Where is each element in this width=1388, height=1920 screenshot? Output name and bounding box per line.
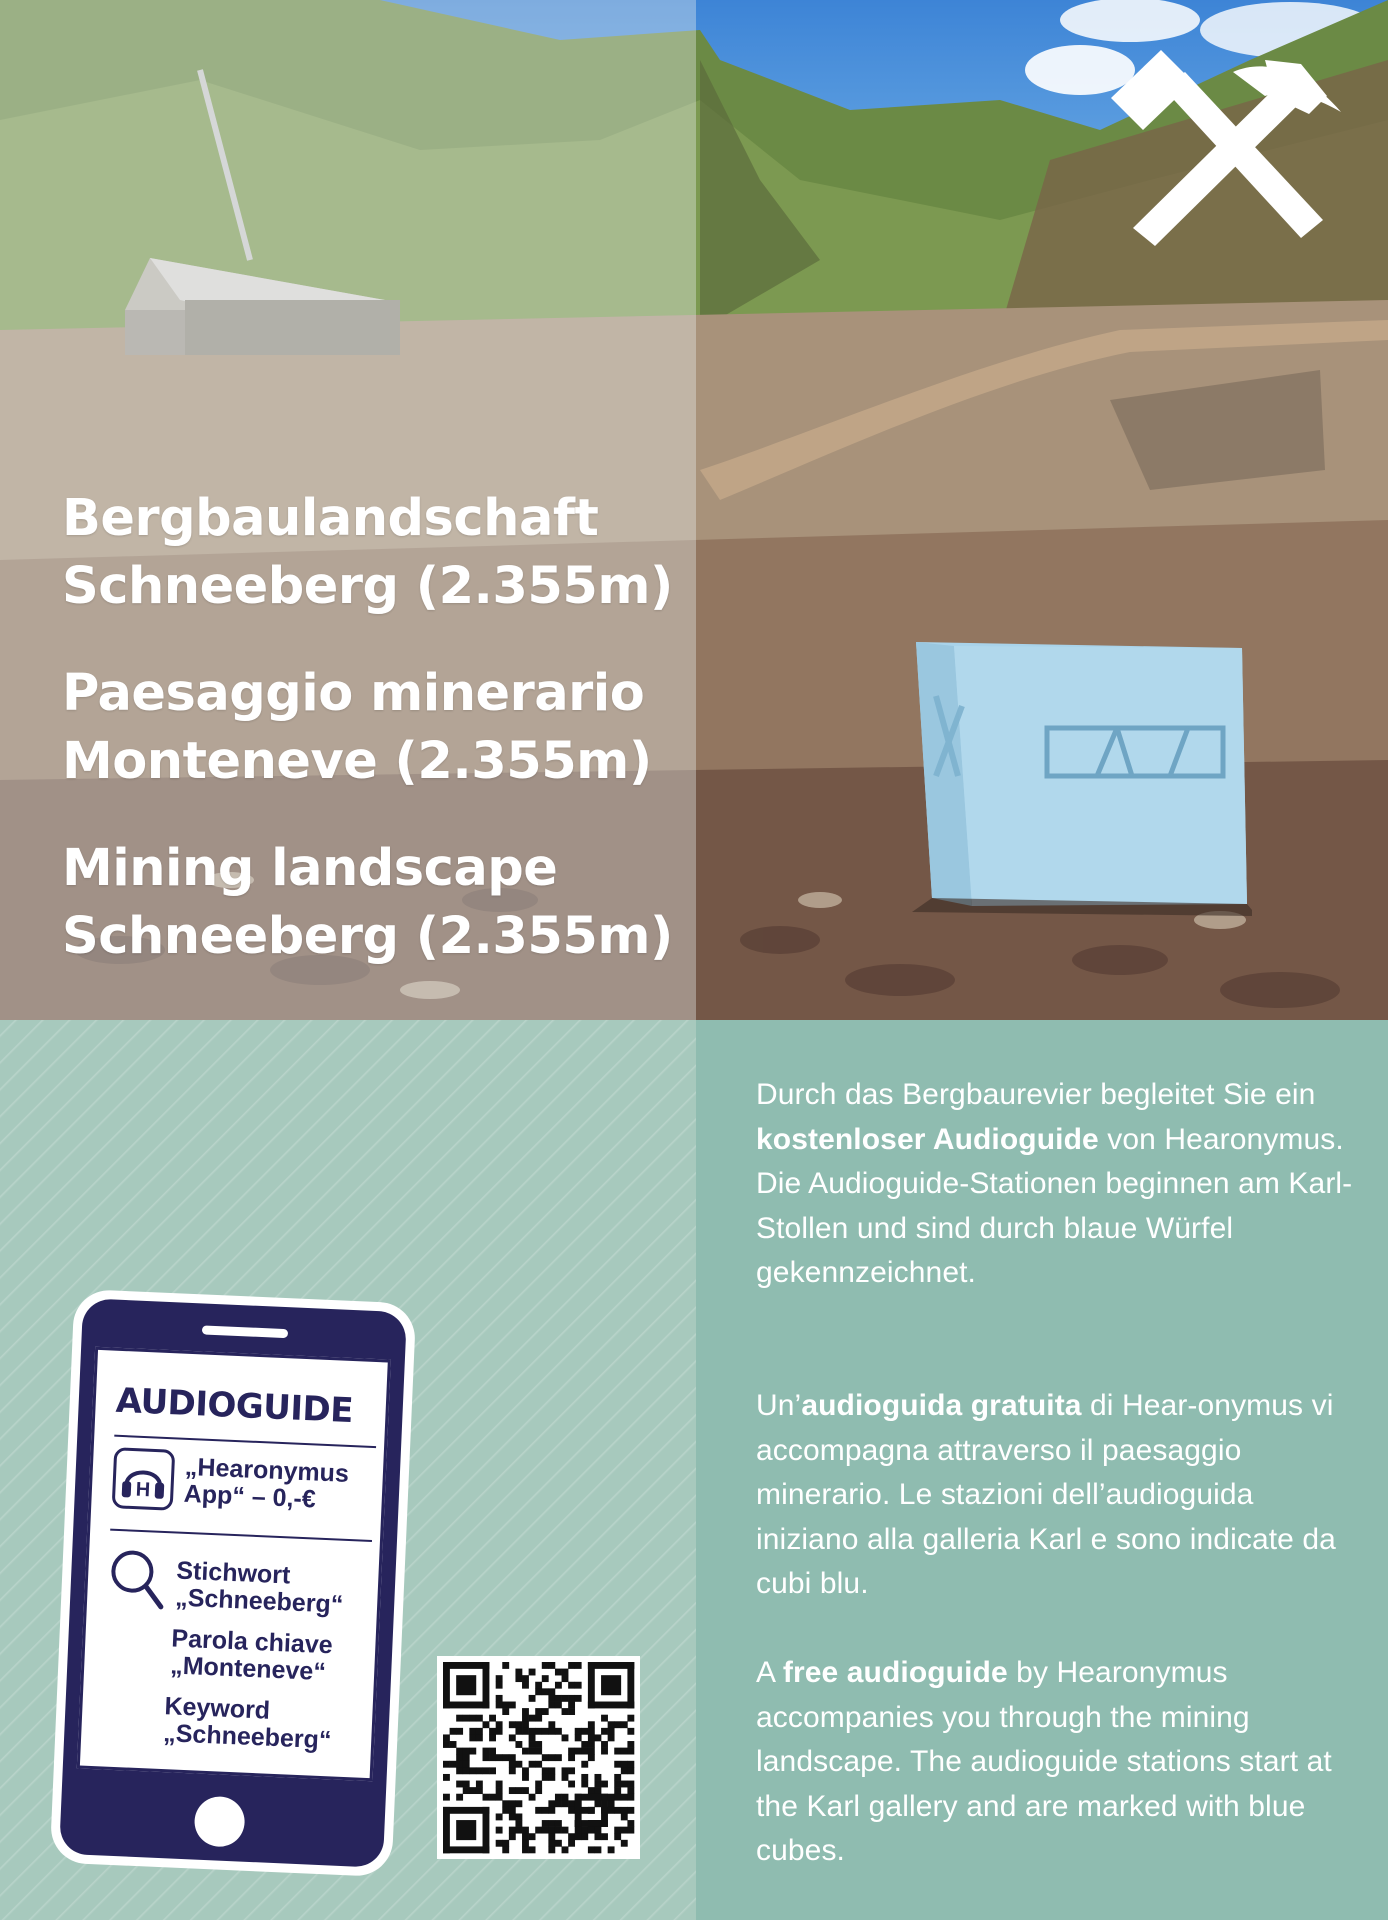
kw-de-line1: Stichwort <box>175 1556 291 1590</box>
phone-speaker <box>202 1325 288 1338</box>
qr-code-image <box>437 1656 640 1859</box>
hammer-and-pick-icon <box>1105 50 1345 260</box>
app-icon-letter: H <box>135 1478 151 1502</box>
paragraph-de-bold: kostenloser Audioguide <box>756 1122 1099 1156</box>
paragraph-english <box>756 1651 1356 1874</box>
keyword-german <box>175 1558 345 1619</box>
kw-de-line2: „Schneeberg“ <box>174 1583 344 1619</box>
paragraph-it-bold: audioguida gratuita <box>801 1389 1082 1422</box>
title-english <box>62 835 673 971</box>
audioguide-title: AUDIOGUIDE <box>114 1380 354 1432</box>
phone-illustration <box>50 1289 417 1877</box>
paragraph-de-post: von Hearonymus. Die Audioguide-Stationen beginnen am Karl-Stollen und sind durch blaue Würfel gekennzeichnet. <box>756 1122 1353 1289</box>
search-icon <box>107 1547 168 1611</box>
phone-home-button <box>194 1796 246 1848</box>
title-italian <box>62 660 652 796</box>
keyword-english <box>163 1693 333 1754</box>
title-en-line1: Mining landscape <box>62 839 558 898</box>
keyword-italian <box>170 1625 333 1686</box>
app-line2: App“ – 0,-€ <box>183 1479 317 1514</box>
title-en-line2: Schneeberg (2.355m) <box>62 907 673 966</box>
paragraph-de-pre: Durch das Bergbaurevier begleitet Sie ein <box>756 1078 1316 1111</box>
title-it-line1: Paesaggio minerario <box>62 664 645 723</box>
kw-en-line2: „Schneeberg“ <box>162 1719 332 1755</box>
title-de-line2: Schneeberg (2.355m) <box>62 557 673 616</box>
phone-body <box>59 1298 407 1868</box>
headphones-icon <box>111 1447 176 1512</box>
kw-it-line2: „Monteneve“ <box>169 1651 327 1687</box>
paragraph-italian <box>756 1384 1356 1607</box>
paragraph-it-post: di Hear-onymus vi accompagna attraverso il paesaggio minerario. Le stazioni dell’audioguida iniziano alla galleria Karl e sono indicate da cubi blu. <box>756 1389 1336 1600</box>
divider <box>114 1435 376 1448</box>
title-german <box>62 485 673 621</box>
paragraph-en-bold: free audioguide <box>782 1656 1008 1689</box>
qr-code[interactable] <box>437 1656 640 1859</box>
paragraph-german <box>756 1073 1356 1296</box>
divider <box>110 1529 372 1542</box>
paragraph-en-pre: A <box>756 1656 783 1689</box>
app-name <box>183 1454 349 1515</box>
kw-en-line1: Keyword <box>163 1692 271 1725</box>
title-de-line1: Bergbaulandschaft <box>62 489 599 548</box>
paragraph-en-post: by Hearonymus accompanies you through the mining landscape. The audioguide stations start at the Karl gallery and are marked with blue cubes. <box>756 1656 1332 1867</box>
title-it-line2: Monteneve (2.355m) <box>62 732 652 791</box>
blue-cube-marker <box>912 636 1252 916</box>
kw-it-line1: Parola chiave <box>170 1624 334 1660</box>
app-line1: „Hearonymus <box>184 1452 350 1488</box>
phone-screen <box>77 1347 391 1782</box>
paragraph-it-pre: Un’ <box>756 1389 802 1422</box>
